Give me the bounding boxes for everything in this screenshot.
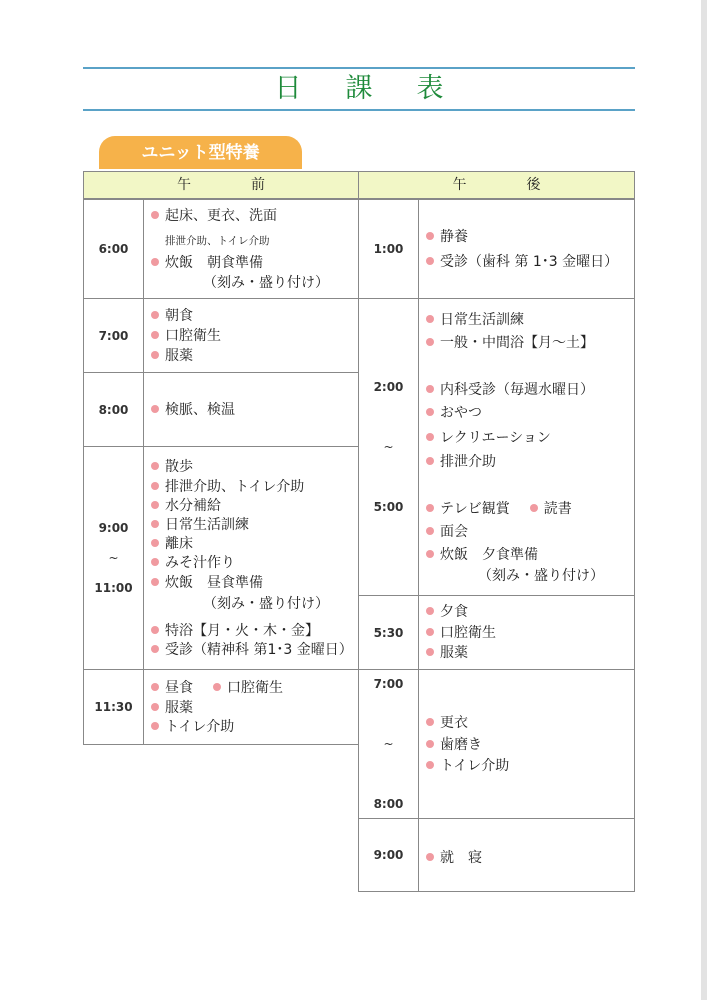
time-label: 9:00 <box>98 521 129 535</box>
time-label: 5:00 <box>373 500 404 514</box>
time-label: 8:00 <box>98 402 129 417</box>
activity-item <box>426 523 468 541</box>
bullet-icon <box>151 462 159 470</box>
am-header: 午前 <box>83 171 359 199</box>
activity-text: 内科受診（毎週水曜日） <box>440 382 594 398</box>
pm-time-cell <box>358 298 419 596</box>
pm-time-cell <box>358 818 419 892</box>
activity-item <box>151 207 277 225</box>
activity-item <box>426 381 594 399</box>
bullet-icon <box>426 315 434 323</box>
activity-text: 受診（歯科 第 1･3 金曜日） <box>440 254 619 270</box>
activity-item <box>151 458 193 476</box>
pm-activity-cell <box>418 199 635 299</box>
activity-text: 排泄介助 <box>440 454 496 470</box>
title-top-rule <box>83 67 635 69</box>
activity-item <box>151 679 283 697</box>
time-label: 5:30 <box>373 625 404 640</box>
activity-item <box>426 429 551 447</box>
page-edge <box>701 0 707 1000</box>
unit-tab: ユニット型特養 <box>99 136 302 169</box>
activity-item <box>426 849 482 867</box>
am-time-cell <box>83 298 144 373</box>
activity-text: テレビ観賞 <box>440 501 510 517</box>
bullet-icon <box>151 405 159 413</box>
activity-text: （刻み・盛り付け） <box>203 275 329 291</box>
time-range-tilde: ~ <box>383 737 394 751</box>
bullet-icon <box>426 853 434 861</box>
am-time-cell <box>83 372 144 447</box>
bullet-icon <box>530 504 538 512</box>
activity-text: 日常生活訓練 <box>440 312 524 328</box>
bullet-icon <box>426 648 434 656</box>
activity-item <box>478 567 604 585</box>
activity-text: みそ汁作り <box>165 555 235 571</box>
time-range-tilde: ~ <box>383 440 394 454</box>
activity-item <box>203 595 329 613</box>
bullet-icon <box>426 504 434 512</box>
time-label: 6:00 <box>98 242 129 256</box>
activity-text: 面会 <box>440 524 468 540</box>
activity-text: 服薬 <box>165 700 193 716</box>
bullet-icon <box>151 211 159 219</box>
activity-text: 歯磨き <box>440 737 482 753</box>
bullet-icon <box>151 558 159 566</box>
bullet-icon <box>426 408 434 416</box>
activity-text: 受診（精神科 第1･3 金曜日） <box>165 642 353 658</box>
time-label: 2:00 <box>373 380 404 394</box>
activity-item <box>151 327 221 345</box>
activity-item <box>151 622 319 640</box>
bullet-icon <box>426 385 434 393</box>
activity-text: （刻み・盛り付け） <box>478 568 604 584</box>
bullet-icon <box>151 645 159 653</box>
activity-item <box>426 624 496 642</box>
bullet-icon <box>426 550 434 558</box>
activity-text: 排泄介助、トイレ介助 <box>165 235 270 247</box>
bullet-icon <box>426 433 434 441</box>
activity-text: （刻み・盛り付け） <box>203 596 329 612</box>
bullet-icon <box>151 258 159 266</box>
time-range-tilde: ~ <box>108 551 119 565</box>
activity-item <box>165 232 269 250</box>
activity-text: 炊飯 夕食準備 <box>440 547 538 563</box>
page-title: 日課表 <box>274 73 488 104</box>
activity-item <box>151 347 193 365</box>
activity-item <box>426 334 594 352</box>
bullet-icon <box>426 718 434 726</box>
activity-item <box>426 736 482 754</box>
activity-text: 水分補給 <box>165 498 221 514</box>
activity-item <box>151 641 353 659</box>
bullet-icon <box>151 331 159 339</box>
pm-time-cell <box>358 199 419 299</box>
activity-text: 離床 <box>165 536 193 552</box>
activity-item <box>426 714 468 732</box>
activity-item <box>426 404 482 422</box>
activity-text: 炊飯 朝食準備 <box>165 255 263 271</box>
bullet-icon <box>151 539 159 547</box>
time-label: 11:30 <box>94 700 133 714</box>
bullet-icon <box>151 578 159 586</box>
activity-text: 夕食 <box>440 604 468 620</box>
activity-item <box>151 699 193 717</box>
activity-text: 服薬 <box>165 348 193 364</box>
activity-item <box>426 453 496 471</box>
activity-item <box>151 401 235 419</box>
activity-text: 朝食 <box>165 308 193 324</box>
activity-text: 排泄介助、トイレ介助 <box>165 479 305 495</box>
bullet-icon <box>426 607 434 615</box>
time-label: 7:00 <box>373 677 404 691</box>
activity-item <box>426 603 468 621</box>
bullet-icon <box>426 232 434 240</box>
bullet-icon <box>426 338 434 346</box>
activity-item <box>151 478 304 496</box>
activity-item <box>151 718 234 736</box>
activity-text: おやつ <box>440 405 482 421</box>
activity-text: 検脈、検温 <box>165 402 235 418</box>
bullet-icon <box>151 626 159 634</box>
activity-text: 静養 <box>440 229 468 245</box>
activity-item <box>203 274 329 292</box>
time-label: 8:00 <box>373 797 404 811</box>
activity-text: 起床、更衣、洗面 <box>165 208 277 224</box>
bullet-icon <box>426 628 434 636</box>
activity-text: 口腔衛生 <box>227 680 283 696</box>
bullet-icon <box>151 722 159 730</box>
time-label: 7:00 <box>98 328 129 343</box>
bullet-icon <box>426 761 434 769</box>
time-label: 9:00 <box>373 848 404 862</box>
activity-text: 炊飯 昼食準備 <box>165 575 263 591</box>
bullet-icon <box>151 311 159 319</box>
bullet-icon <box>213 683 221 691</box>
activity-item <box>151 535 193 553</box>
am-time-cell <box>83 669 144 745</box>
activity-item <box>151 307 193 325</box>
bullet-icon <box>426 257 434 265</box>
activity-item <box>426 311 524 329</box>
bullet-icon <box>426 527 434 535</box>
pm-time-cell <box>358 669 419 819</box>
activity-text: 服薬 <box>440 645 468 661</box>
activity-text: 口腔衛生 <box>440 625 496 641</box>
activity-text: 一般・中間浴【月～土】 <box>440 335 594 351</box>
activity-item <box>151 497 221 515</box>
activity-item <box>426 644 468 662</box>
activity-item <box>151 574 263 592</box>
activity-text: 口腔衛生 <box>165 328 221 344</box>
pm-header: 午後 <box>358 171 635 199</box>
activity-text: 昼食 <box>165 680 193 696</box>
time-label: 1:00 <box>373 242 404 256</box>
activity-item <box>151 516 249 534</box>
title-area <box>83 70 635 108</box>
activity-text: 散歩 <box>165 459 193 475</box>
bullet-icon <box>151 520 159 528</box>
activity-item <box>151 554 235 572</box>
activity-text: レクリエーション <box>440 430 551 446</box>
bullet-icon <box>151 351 159 359</box>
activity-item <box>426 253 618 271</box>
activity-text: トイレ介助 <box>440 758 510 774</box>
bullet-icon <box>151 683 159 691</box>
activity-item <box>426 228 468 246</box>
time-label: 11:00 <box>94 581 133 595</box>
activity-text: 特浴【月・火・木・金】 <box>165 623 319 639</box>
bullet-icon <box>151 482 159 490</box>
bullet-icon <box>151 501 159 509</box>
activity-text: トイレ介助 <box>165 719 235 735</box>
activity-text: 更衣 <box>440 715 468 731</box>
activity-text: 日常生活訓練 <box>165 517 249 533</box>
activity-text: 就 寝 <box>440 850 482 866</box>
am-time-cell <box>83 199 144 299</box>
title-bottom-rule <box>83 109 635 111</box>
activity-item <box>426 500 572 518</box>
activity-text: 読書 <box>543 501 572 517</box>
activity-item <box>426 546 538 564</box>
am-time-cell <box>83 446 144 670</box>
activity-item <box>151 254 263 272</box>
activity-item <box>426 757 509 775</box>
bullet-icon <box>426 457 434 465</box>
bullet-icon <box>426 740 434 748</box>
bullet-icon <box>151 703 159 711</box>
